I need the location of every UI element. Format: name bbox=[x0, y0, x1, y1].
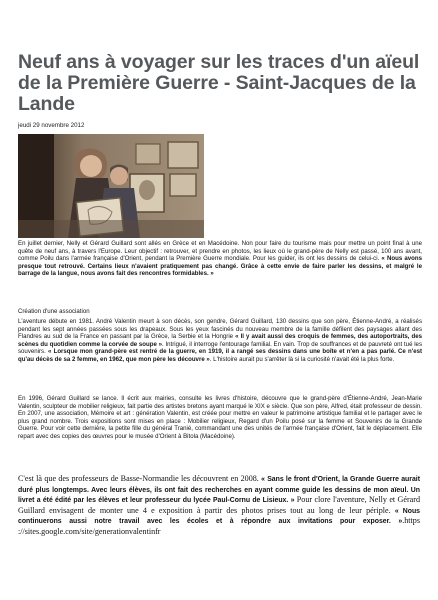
paragraph-origin-part-a: L'aventure débute en 1981. André Valentin meurt à son décès, son gendre, Gérard Guillard, 130 dessins que son père, Étienne-André, a réalisés pendant les sept années passées sous les drapeaux. Sous les yeux fascinés du nouveau membre de la famille défilent des paysages allant des Flandres au sud de la France en passant par la Grèce, la Serbie et la Hongrie bbox=[18, 318, 422, 341]
photo-couple-with-drawings bbox=[18, 134, 204, 238]
paragraph-intro bbox=[18, 240, 422, 278]
paragraph-origin bbox=[18, 318, 422, 364]
paragraph-origin-quote-2: « Lorsque mon grand-père est rentré de la guerre, en 1919, il a rangé ses dessins dans une boîte et n'en a pas parlé. Ce n'est qu'au décès de sa 2 femme, en 1962, que mon père les découvre » bbox=[18, 348, 422, 363]
paragraph-origin-part-e: . L'histoire aurait pu s'arrêter là si la curiosité n'avait été la plus forte. bbox=[209, 355, 395, 363]
article-date: jeudi 29 novembre 2012 bbox=[18, 122, 85, 129]
paragraph-origin-quote-1: « Il y avait aussi des croquis de femmes, des autoportraits, des scènes du quotidien comme la corvée de soupe » bbox=[18, 333, 422, 348]
paragraph-conclusion-quote-1: « Sans le front d'Orient, la Grande Guerre aurait duré plus longtemps. Avec leurs élèves, ils ont fait des recherches en ayant comme guide les dessins de mon aïeul. Un livret a été édité par les élèves et leur professeur du lycée Paul-Cornu de Lisieux. » bbox=[18, 476, 420, 505]
paragraph-intro-text: En juillet dernier, Nelly et Gérard Guillard sont allés en Grèce et en Macédoine. Non pour faire du tourisme mais pour mettre un point final à une quête de neuf ans, à travers l'Europe. Leur objectif : retrouver, et prendre en photos, les lieux où le grand-père de Nelly est passé, 100 ans avant, comme Poilu dans l'armée française d'Orient, pendant la Première Guerre mondiale. Pour les guider, ils ont les dessins de celui-ci. bbox=[18, 240, 422, 263]
source-link[interactable]: .https ://sites.google.com/site/generationvalentinfr bbox=[18, 516, 420, 536]
paragraph-conclusion-part-c: Pour clore l'aventure, Nelly et Gérard Guillard envisagent de monter une 4 e exposition à partir des photos prises tout au long de leur périple. bbox=[18, 495, 420, 515]
section-subheading: Création d'une association bbox=[18, 308, 90, 315]
paragraph-conclusion-part-a: C'est là que des professeurs de Basse-Normandie les découvrent en 2008. bbox=[18, 474, 259, 483]
article-title: Neuf ans à voyager sur les traces d'un aïeul de la Première Guerre - Saint-Jacques de la Lande bbox=[18, 51, 420, 115]
paragraph-origin-part-c: . Intrigué, il interroge l'entourage familial. En vain. Trop de souffrances et de pauvreté ont tué les souvenirs. bbox=[18, 340, 422, 356]
paragraph-intro-quote: « Nous avons presque tout retrouvé. Certains lieux n'avaient pratiquement pas changé. Grâce à cette envie de faire parler les dessins, et malgré le barrage de la langue, nous avons fait des rencontres formidables. » bbox=[18, 255, 422, 278]
paragraph-association: En 1996, Gérard Guillard se lance. Il écrit aux mairies, consulte les livres d'histoire, découvre que le grand-père d'Étienne-André, Jean-Marie Valentin, sculpteur de mobilier religieux, fait partie des artistes bretons ayant marqué le XIX e siècle. Que son père, Alfred, était professeur de dessin. En 2007, une association, Mémoire et art : génération Valentin, est créée pour mettre en valeur le patrimoine artistique familial et le partager avec le plus grand nombre. Trois expositions sont mises en place : Mobilier religieux, Regard d'un Poilu posé sur la femme et Souvenirs de la Grande Guerre. Pour voir cette dernière, la petite fille du général Tranié, commandant une des unités de l'armée française d'Orient, fait le déplacement. Elle repart avec des copies des œuvres pour le musée d'Orient à Bitola (Macédoine). bbox=[18, 395, 422, 440]
paragraph-conclusion-quote-2: « Nous continuerons aussi notre travail avec les écoles et à répondre aux invitations pour exposer. » bbox=[18, 507, 420, 526]
article-photo bbox=[18, 134, 204, 238]
paragraph-conclusion bbox=[18, 474, 420, 537]
